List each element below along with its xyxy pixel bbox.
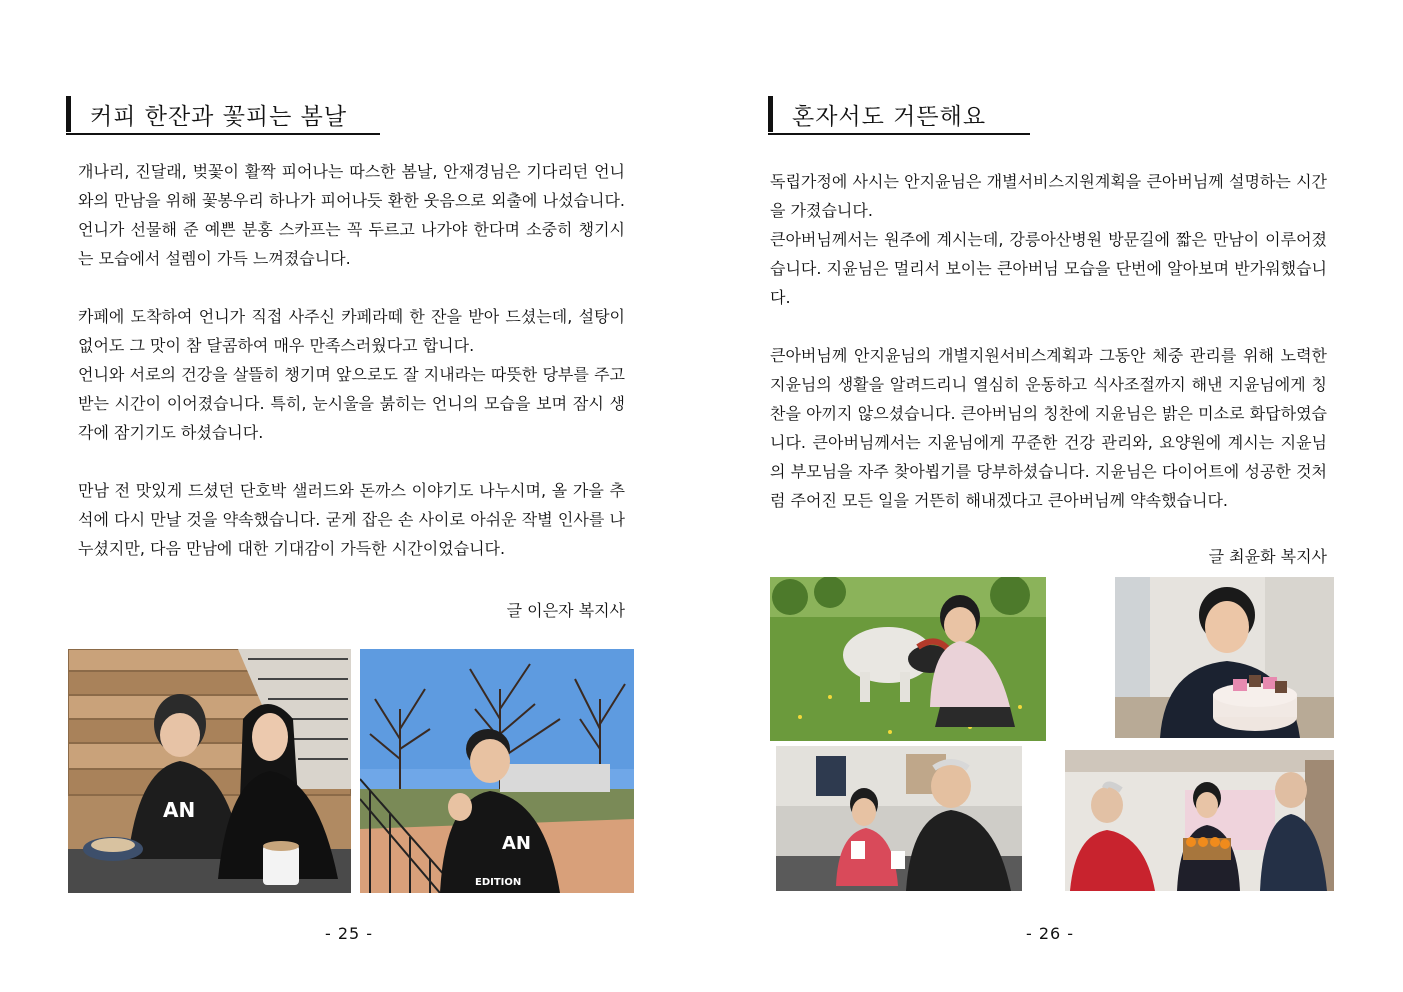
paragraph: 독립가정에 사시는 안지윤님은 개별서비스지원계획을 큰아버님께 설명하는 시간을 가졌습니다. — [770, 172, 1327, 220]
author-signature: 글 최윤화 복지사 — [1208, 547, 1327, 566]
author-signature: 글 이은자 복지사 — [506, 601, 625, 620]
page-26 — [703, 0, 1403, 992]
title-accent-bar — [66, 96, 71, 132]
hoodie-logo-text: AN — [502, 833, 531, 854]
photo-birthday-cake — [1115, 577, 1334, 738]
title-underline — [768, 133, 1030, 135]
outdoor-photo-image — [360, 649, 634, 893]
page-25 — [0, 0, 700, 992]
page-title: 혼자서도 거뜬해요 — [792, 104, 987, 130]
section-title — [768, 96, 1030, 136]
photo-sheep-statue — [770, 577, 1046, 741]
paragraph: 카페에 도착하여 언니가 직접 사주신 카페라떼 한 잔을 받아 드셨는데, 설탕이 없어도 그 맛이 참 달콤하여 매우 만족스러웠다고 합니다. — [78, 307, 625, 355]
section-title — [66, 96, 380, 136]
title-underline — [66, 133, 380, 135]
cafe-photo-image — [68, 649, 351, 893]
title-accent-bar — [768, 96, 773, 132]
photo-cafe-with-sister — [68, 649, 351, 893]
photo-hospital-meeting — [776, 746, 1022, 891]
hospital-photo-image — [776, 746, 1022, 891]
page-title: 커피 한잔과 꽃피는 봄날 — [90, 104, 348, 130]
article-body — [770, 167, 1327, 515]
paragraph: 큰아버님께서는 원주에 계시는데, 강릉아산병원 방문길에 짧은 만남이 이루어졌습니다. 지윤님은 멀리서 보이는 큰아버님 모습을 단번에 알아보며 반가워했습니다. — [770, 230, 1327, 307]
hoodie-word-text: EDITION — [475, 877, 522, 888]
paragraph: 개나리, 진달래, 벚꽃이 활짝 피어나는 따스한 봄날, 안재경님은 기다리던 언니와의 만남을 위해 꽃봉우리 하나가 피어나듯 환한 웃음으로 외출에 나섰습니다. 언니가 선물해 준 예쁜 분홍 스카프는 꼭 두르고 나가야 한다며 소중히 챙기시는 모습에서 설렘이 가득 느껴졌습니다. — [78, 162, 625, 268]
article-body — [78, 157, 625, 563]
cake-photo-image — [1115, 577, 1334, 738]
hoodie-logo-text: AN — [163, 798, 196, 822]
nursing-home-photo-image — [1065, 750, 1334, 891]
paragraph: 만남 전 맛있게 드셨던 단호박 샐러드와 돈까스 이야기도 나누시며, 올 가을 추석에 다시 만날 것을 약속했습니다. 굳게 잡은 손 사이로 아쉬운 작별 인사를 나누셨지만, 다음 만남에 대한 기대감이 가득한 시간이었습니다. — [78, 481, 625, 558]
page-number: - 25 - — [325, 924, 374, 943]
photo-outdoor-pose — [360, 649, 634, 893]
photo-nursing-home-visit — [1065, 750, 1334, 891]
sheep-photo-image — [770, 577, 1046, 741]
paragraph: 큰아버님께 안지윤님의 개별지원서비스계획과 그동안 체중 관리를 위해 노력한 지윤님의 생활을 알려드리니 열심히 운동하고 식사조절까지 해낸 지윤님에게 칭찬을 아끼지 않으셨습니다. 큰아버님의 칭찬에 지윤님은 밝은 미소로 화답하였습니다. 큰아버님께서는 지윤님에게 꾸준한 건강 관리와, 요양원에 계시는 지윤님의 부모님을 자주 찾아뵙기를 당부하셨습니다. 지윤님은 다이어트에 성공한 것처럼 주어진 모든 일을 거뜬히 해내겠다고 큰아버님께 약속했습니다. — [770, 346, 1327, 510]
page-number: - 26 - — [1026, 924, 1075, 943]
paragraph: 언니와 서로의 건강을 살뜰히 챙기며 앞으로도 잘 지내라는 따뜻한 당부를 주고받는 시간이 이어졌습니다. 특히, 눈시울을 붉히는 언니의 모습을 보며 잠시 생각에 잠기기도 하셨습니다. — [78, 365, 625, 442]
